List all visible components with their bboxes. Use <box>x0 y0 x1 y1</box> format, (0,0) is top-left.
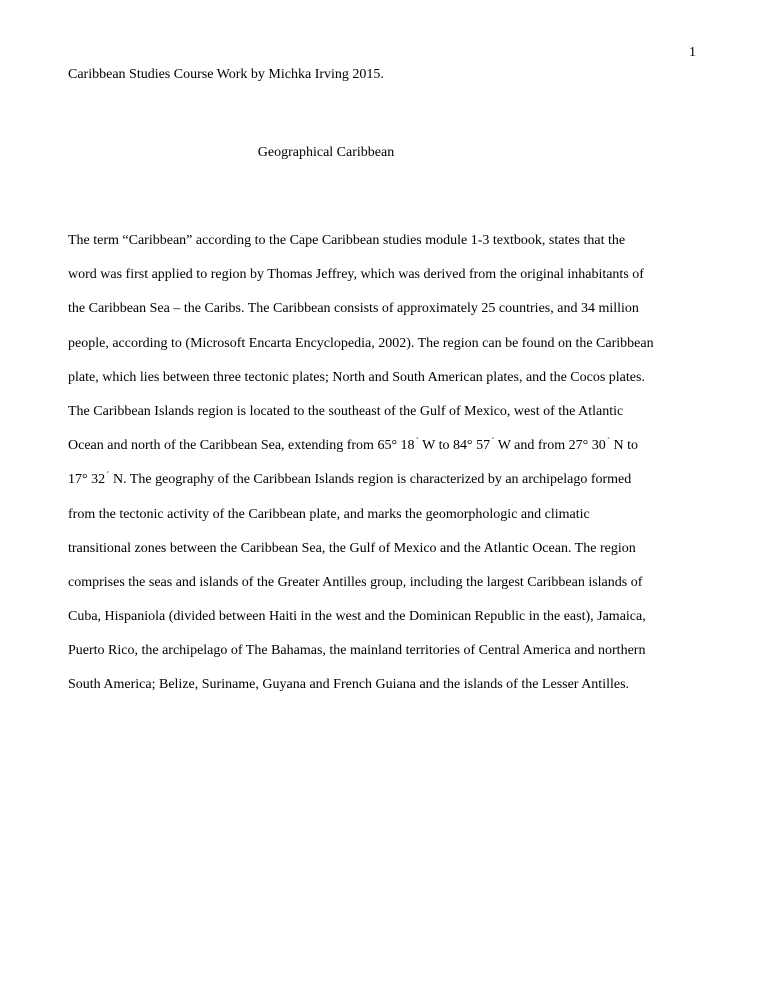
body-line: the Caribbean Sea – the Caribs. The Caribbean consists of approximately 25 countries, and 34 million <box>68 301 639 317</box>
body-line: from the tectonic activity of the Caribbean plate, and marks the geomorphologic and climatic <box>68 506 590 522</box>
minute-mark: ´ <box>606 437 611 449</box>
coordinate-text: W and from 27° 30 <box>494 438 606 454</box>
running-header: Caribbean Studies Course Work by Michka Irving 2015. <box>68 67 384 82</box>
body-line: The term “Caribbean” according to the Cape Caribbean studies module 1-3 textbook, states that the <box>68 233 626 248</box>
body-line-coordinates <box>68 437 708 471</box>
body-line: people, according to (Microsoft Encarta Encyclopedia, 2002). The region can be found on the Caribbean <box>68 335 654 351</box>
body-line: plate, which lies between three tectonic plates; North and South American plates, and the Cocos plates. <box>68 369 645 385</box>
coordinate-text: Ocean and north of the Caribbean Sea, extending from 65° 18 <box>68 438 415 454</box>
body-line: Puerto Rico, the archipelago of The Bahamas, the mainland territories of Central America and northern <box>68 643 646 659</box>
body-line: word was first applied to region by Thomas Jeffrey, which was derived from the original inhabitants of <box>68 267 644 283</box>
minute-mark: ´ <box>415 437 419 449</box>
body-line: Cuba, Hispaniola (divided between Haiti in the west and the Dominican Republic in the east), Jamaica, <box>68 609 646 625</box>
coordinate-text: 17° 32 <box>68 472 106 488</box>
body-line: South America; Belize, Suriname, Guyana and French Guiana and the islands of the Lesser Antilles. <box>68 677 630 693</box>
coordinate-text: N. The geography of the Caribbean Islands region is characterized by an archipelago formed <box>109 472 632 488</box>
coordinate-text: W to 84° 57 <box>418 438 491 454</box>
body-line: comprises the seas and islands of the Greater Antilles group, including the largest Caribbean islands of <box>68 574 643 590</box>
body-paragraph <box>68 232 708 711</box>
body-line: transitional zones between the Caribbean Sea, the Gulf of Mexico and the Atlantic Ocean. The region <box>68 540 636 556</box>
minute-mark: ´ <box>106 471 110 483</box>
page-number: 1 <box>689 45 696 60</box>
minute-mark: ´ <box>491 437 495 449</box>
page-title: Geographical Caribbean <box>257 145 395 160</box>
body-line-coordinates <box>68 471 708 505</box>
coordinate-text: N to <box>610 438 639 454</box>
body-line: The Caribbean Islands region is located to the southeast of the Gulf of Mexico, west of the Atlantic <box>68 403 624 419</box>
